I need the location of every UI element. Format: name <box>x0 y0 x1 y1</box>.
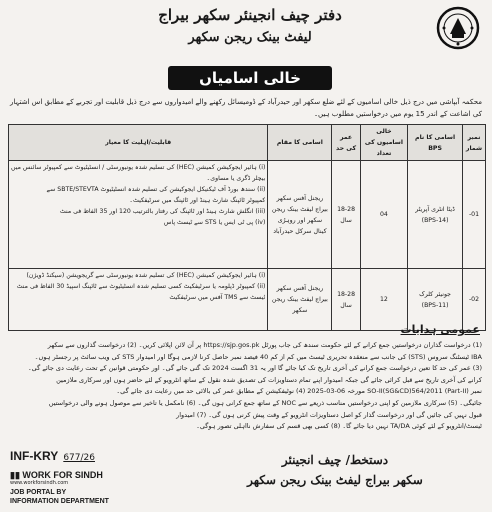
vacancy-table <box>8 124 486 331</box>
instruction-line: جائیگی۔ (5) سرکاری ملازمین کو اپنی درخواستیں مناسب ذریعے سے NOC کے ساتھ جمع کرانی ہوں گی۔ (6) نامکمل یا تاخیر سے موصول ہونے والی درخواستیں <box>48 398 482 407</box>
header-qualification: قابلیت/اہلیت کا معیار <box>9 125 268 161</box>
qualification-line: کمپیوٹر ٹائپنگ شارٹ ہینڈ اور ٹائپنگ میں سرٹیفکیٹ۔ <box>129 197 266 204</box>
signature-block <box>190 450 480 490</box>
row-post: جونیئر کلرک (BPS-11) <box>408 269 463 331</box>
header-count: خالی اسامیوں کی تعداد <box>360 125 407 161</box>
instruction-line: (1) درخواست گذاران درخواستیں جمع کرانے کے لئے حکومت سندھ کی جاب پورٹل https://sjp.gos.pk پر آن لائن اپلائی کریں۔ (2) درخواست گذاروں سے سکھر <box>47 341 482 349</box>
job-portal-label: JOB PORTAL BY INFORMATION DEPARTMENT <box>10 489 109 505</box>
signature-office: سکھر بیراج لیفٹ بینک ریجن سکھر <box>247 473 423 487</box>
qualification-line: (i) ہائیر ایجوکیشن کمیشن (HEC) کی تسلیم شدہ یونیورسٹی / انسٹیٹیوٹ سے کمپیوٹر سائنس میں <box>11 164 266 171</box>
instruction-line: (3) عمر کی حد کا تعین درخواست جمع کرانے کی آخری تاریخ تک کیا جائے گا اور یہ 31 اگست 2024 تک گنی جائے گی۔ اور حکومتی قوانین کے تحت رعایت دی جائے گی۔ <box>27 364 482 373</box>
instruction-line: قبول نہیں کی جائیں گی اور درخواست گذار کو اصل دستاویزات انٹرویو کے وقت پیش کرنی ہوں گی۔ (7) امیدوار <box>176 410 482 419</box>
wfs-label: WORK FOR SINDH <box>22 470 103 480</box>
row-age-range: 18-28 <box>337 290 356 298</box>
office-subtitle: لیفٹ بینک ریجن سکھر <box>188 30 312 45</box>
qualification-line: (i) ہائیر ایجوکیشن کمیشن (HEC) کی تسلیم شدہ یونیورسٹی سے گریجویشن (سیکنڈ ڈویژن) <box>26 272 266 279</box>
qualification-line: (ii) سندھ بورڈ آف ٹیکنیکل ایجوکیشن کی تسلیم شدہ انسٹیٹیوٹ SBTE/STEVTA سے <box>46 186 266 193</box>
header-age: عمر کی حد <box>332 125 360 161</box>
table-row <box>9 269 486 331</box>
wfs-url: www.workforsindh.com <box>10 480 69 486</box>
row-qualification <box>9 161 268 269</box>
vacancies-banner: خالی اسامیاں <box>168 66 332 90</box>
row-count: 04 <box>360 161 407 269</box>
header-post: اسامی کا نام BPS <box>408 125 463 161</box>
wfs-mark-icon: ▮▮ <box>10 470 20 480</box>
header-serial: نمبر شمار <box>462 125 485 161</box>
qualification-line: بیچلر ڈگری یا مساوی۔ <box>206 175 266 182</box>
ad-footer <box>10 445 110 506</box>
qualification-line: ٹیسٹ سے TMS آفس میں سرٹیفکیٹ <box>169 294 266 301</box>
general-instructions-title: عمومی ہدایات <box>400 323 480 336</box>
row-count: 12 <box>360 269 407 331</box>
instruction-line: کرانے کی آخری تاریخ سے قبل کرائی جائے گی جبکہ امیدوار اپنے تمام دستاویزات کی تصدیق شدہ نقول کے ساتھ انٹرویو کے لئے حاضر ہوں اور سرکاری ملازمین <box>56 375 482 384</box>
ad-code <box>10 445 110 464</box>
row-post: ڈیٹا انٹری آپریٹر (BPS-14) <box>408 161 463 269</box>
row-qualification <box>9 269 268 331</box>
row-age <box>332 161 360 269</box>
row-age-range: 18-28 <box>337 205 356 213</box>
row-age-unit: سال <box>340 216 352 224</box>
table-header-row <box>9 125 486 161</box>
row-location: ریجنل آفس سکھر بیراج لیفٹ بینک ریجن سکھر <box>268 269 332 331</box>
qualification-line: (iii) انگلش شارٹ ہینڈ اور ٹائپنگ کی رفتار بالترتیب 120 اور 35 الفاظ فی منٹ <box>59 208 266 215</box>
row-location: ریجنل آفس سکھر بیراج لیفٹ بینک ریجن سکھر اور روہڑی کینال سرکل حیدرآباد <box>268 161 332 269</box>
intro-text: محکمہ آبپاشی میں درج ذیل خالی اسامیوں کے لئے ضلع سکھر اور حیدرآباد کے ڈومیسائل رکھنے والے امیدواروں سے درج ذیل قابلیت اور تجربے کے مطابق اس اشتہار کی اشاعت کے اندر 15 یوم میں درخواستیں مطلوب ہیں۔ <box>10 98 482 118</box>
header-location: اسامی کا مقام <box>268 125 332 161</box>
instruction-line: ٹیسٹ/انٹرویو کے لئے کوئی TA/DA نہیں دیا جائے گا۔ (8) کسی بھی قسم کی سفارش نااہلی تصور ہوگی۔ <box>196 422 482 431</box>
row-serial: 01- <box>462 161 485 269</box>
instruction-line: IBA ٹیسٹنگ سروس (STS) کی جانب سے منعقدہ تحریری ٹیسٹ میں کم از کم 40 فیصد نمبر حاصل کرنا لازمی ہوگا اور امیدوار STS کی ویب سائٹ پر رجسٹر ہوں۔ <box>34 352 482 361</box>
ad-number: 677/26 <box>63 453 95 463</box>
table-row <box>9 161 486 269</box>
signature-title: دستخط/ چیف انجینئر <box>281 453 389 467</box>
ad-number-prefix: INF-KRY <box>10 449 59 463</box>
government-seal-logo <box>436 6 480 50</box>
general-instructions-text <box>10 340 482 433</box>
row-serial: 02- <box>462 269 485 331</box>
row-age-unit: سال <box>340 301 352 309</box>
qualification-line: (iv) پی ٹی ایس یا STS سے ٹیسٹ پاس <box>163 219 266 226</box>
instruction-line: نمبر SO-II(SG&CD)564/2011 (Part-II) مورخہ 06-03-2025 (4) نوٹیفکیشن کے مطابق عمر کی بالائی حد میں رعایت دی جائے گی۔ <box>116 387 482 396</box>
row-age <box>332 269 360 331</box>
qualification-line: (ii) کمپیوٹر ڈپلومہ یا سرٹیفکیٹ کسی تسلیم شدہ انسٹیٹیوٹ سے ٹائپنگ اسپیڈ 30 الفاظ فی منٹ <box>16 283 266 290</box>
office-title: دفتر چیف انجینئر سکھر بیراج <box>158 6 342 24</box>
